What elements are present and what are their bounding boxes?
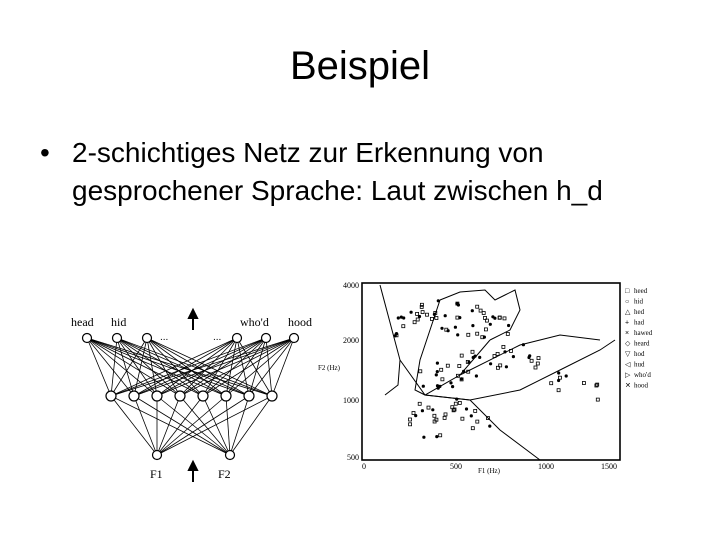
- data-point: [488, 425, 491, 428]
- x-tick-label: 1000: [538, 462, 554, 471]
- plot-legend: [625, 287, 653, 390]
- legend-label: hod: [634, 350, 645, 358]
- data-point: [478, 356, 481, 359]
- data-point: [471, 309, 474, 312]
- data-point: [471, 324, 474, 327]
- x-tick-label: 500: [450, 462, 462, 471]
- legend-label: hed: [634, 308, 645, 316]
- data-point: [512, 355, 515, 358]
- data-point: [400, 316, 403, 319]
- data-point: [431, 408, 434, 411]
- legend-label: hawed: [634, 329, 653, 337]
- data-point: [447, 329, 450, 332]
- legend-symbol: □: [625, 288, 630, 295]
- data-point: [444, 314, 447, 317]
- data-point: [491, 315, 494, 318]
- input-label-f2: F2: [218, 467, 231, 481]
- output-label-hood: hood: [288, 315, 312, 329]
- bullet-text: 2-schichtiges Netz zur Erkennung von gesprochener Sprache: Laut zwischen h_d: [72, 137, 603, 206]
- data-point: [503, 350, 506, 353]
- legend-symbol: ▷: [625, 372, 631, 379]
- data-point: [455, 398, 458, 401]
- data-point: [475, 374, 478, 377]
- plot-frame: [362, 283, 620, 460]
- data-point: [421, 409, 424, 412]
- data-point: [457, 303, 460, 306]
- y-tick-label: 1000: [343, 396, 359, 405]
- slide-title: Beispiel: [289, 44, 431, 88]
- legend-label: hud: [634, 360, 645, 369]
- data-point: [489, 323, 492, 326]
- data-point: [507, 324, 510, 327]
- legend-symbol: ○: [625, 298, 630, 306]
- legend-label: heard: [634, 339, 650, 348]
- legend-label: heed: [634, 287, 648, 295]
- y-tick-label: 4000: [343, 281, 359, 290]
- bullet-symbol: •: [40, 137, 50, 168]
- legend-symbol: +: [625, 319, 630, 327]
- data-point: [451, 385, 454, 388]
- legend-symbol: ▽: [625, 351, 631, 358]
- output-label-head: head: [71, 315, 94, 329]
- data-point: [489, 362, 492, 365]
- x-axis-label: F1 (Hz): [478, 467, 500, 475]
- data-point: [454, 326, 457, 329]
- data-point: [433, 313, 436, 316]
- y-axis-label: F2 (Hz): [318, 364, 340, 372]
- data-point: [557, 371, 560, 374]
- data-point: [422, 385, 425, 388]
- x-tick-label: 1500: [601, 462, 617, 471]
- data-point: [522, 343, 525, 346]
- output-ellipsis-1: ...: [160, 332, 169, 343]
- data-point: [462, 370, 465, 373]
- data-point: [505, 365, 508, 368]
- data-point: [472, 356, 475, 359]
- data-point: [456, 333, 459, 336]
- x-tick-label: 0: [362, 462, 366, 471]
- data-point: [449, 381, 452, 384]
- data-point: [528, 354, 531, 357]
- legend-symbol: △: [625, 309, 631, 316]
- data-point: [465, 407, 468, 410]
- y-tick-label: 500: [347, 453, 359, 462]
- data-point: [565, 374, 568, 377]
- output-label-whod: who'd: [240, 315, 269, 329]
- data-point: [436, 370, 439, 373]
- input-label-f1: F1: [150, 467, 163, 481]
- legend-label: hood: [634, 381, 648, 390]
- data-point: [422, 436, 425, 439]
- data-point: [435, 435, 438, 438]
- data-point: [436, 362, 439, 365]
- data-point: [435, 373, 438, 376]
- data-point: [470, 414, 473, 417]
- data-point: [397, 316, 400, 319]
- data-point: [418, 315, 421, 318]
- legend-symbol: ✕: [625, 382, 631, 390]
- legend-symbol: ×: [625, 330, 630, 337]
- data-point: [410, 311, 413, 314]
- y-tick-label: 2000: [343, 336, 359, 345]
- legend-label: had: [634, 318, 645, 327]
- data-point: [440, 327, 443, 330]
- data-point: [437, 299, 440, 302]
- legend-label: hid: [634, 297, 643, 306]
- output-label-hid: hid: [111, 315, 127, 329]
- legend-label: who'd: [634, 371, 651, 379]
- legend-symbol: ◁: [625, 361, 631, 369]
- output-ellipsis-2: ...: [213, 332, 222, 343]
- data-point: [436, 384, 439, 387]
- legend-symbol: ◇: [625, 340, 631, 348]
